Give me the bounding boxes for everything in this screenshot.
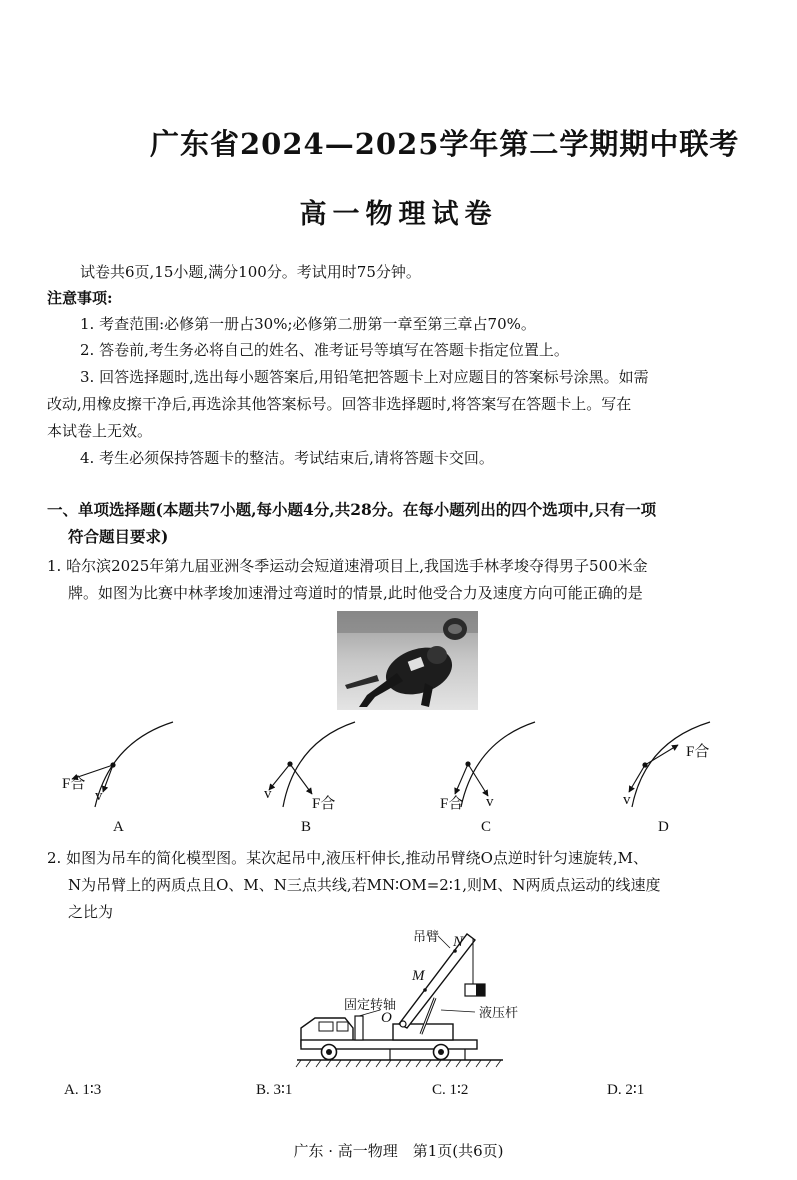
q1-c-velocity-label: v [486, 794, 494, 810]
q1-option-d[interactable]: D [658, 819, 669, 835]
hydraulic-rod-label: 液压杆 [479, 1006, 519, 1021]
notice-item-2: 2. 答卷前,考生务必将自己的姓名、准考证号等填写在答题卡指定位置上。 [80, 341, 569, 359]
notice-item-3-line2: 改动,用橡皮擦干净后,再选涂其他答案标号。回答非选择题时,将答案写在答题卡上。写在 [47, 395, 632, 413]
section-1-heading-line1: 一、单项选择题(本题共7小题,每小题4分,共28分。在每小题列出的四个选项中,只有一项 [47, 500, 657, 519]
notice-item-4: 4. 考生必须保持答题卡的整洁。考试结束后,请将答题卡交回。 [80, 449, 494, 467]
q1-b-velocity-label: v [264, 786, 272, 802]
exam-subtitle: 高一物理试卷 [299, 199, 498, 230]
notice-heading: 注意事项: [47, 289, 113, 307]
page-footer: 广东 · 高一物理 第1页(共6页) [293, 1142, 504, 1160]
point-m-label: M [412, 968, 425, 984]
notice-item-3-line1: 3. 回答选择题时,选出每小题答案后,用铅笔把答题卡上对应题目的答案标号涂黑。如需 [80, 368, 649, 386]
q1-diagram-d [629, 722, 710, 807]
q1-diagram-a [72, 722, 173, 807]
q1-diagram-c [455, 722, 535, 807]
intro-text: 试卷共6页,15小题,满分100分。考试用时75分钟。 [80, 263, 421, 281]
q2-text-line2: N为吊臂上的两质点且O、M、N三点共线,若MN∶OM=2∶1,则M、N两质点运动的线速度 [68, 876, 661, 894]
q1-d-force-label: F合 [686, 744, 710, 760]
fixed-axis-label: 固定转轴 [344, 998, 397, 1013]
q1-text-line2: 牌。如图为比赛中林孝埈加速滑过弯道时的情景,此时他受合力及速度方向可能正确的是 [68, 584, 643, 602]
q2-option-d[interactable]: D. 2∶1 [607, 1082, 645, 1098]
point-n-label: N [453, 934, 464, 950]
point-o-label: O [381, 1010, 392, 1026]
q2-text-line3: 之比为 [68, 903, 114, 921]
skater-photo [337, 611, 478, 710]
q1-option-c[interactable]: C [481, 819, 492, 835]
section-1-heading-line2: 符合题目要求) [68, 527, 169, 546]
q1-text-line1: 1. 哈尔滨2025年第九届亚洲冬季运动会短道速滑项目上,我国选手林孝埈夺得男子500米金 [47, 557, 648, 575]
q1-d-velocity-label: v [623, 792, 631, 808]
crane-figure [295, 924, 505, 1069]
q1-option-a[interactable]: A [113, 819, 124, 835]
crane-arm-label: 吊臂 [413, 930, 440, 945]
q1-a-velocity-label: v [95, 788, 103, 804]
exam-title: 广东省2024—2025学年第二学期期中联考 [150, 127, 740, 161]
q1-a-force-label: F合 [62, 776, 86, 792]
q1-option-b[interactable]: B [301, 819, 312, 835]
q1-c-force-label: F合 [440, 796, 464, 812]
q2-option-c[interactable]: C. 1∶2 [432, 1082, 469, 1098]
notice-item-3-line3: 本试卷上无效。 [47, 422, 153, 440]
q1-force-diagrams [50, 712, 750, 812]
q2-text-line1: 2. 如图为吊车的简化模型图。某次起吊中,液压杆伸长,推动吊臂绕O点逆时针匀速旋转,M、 [47, 849, 649, 867]
q2-option-a[interactable]: A. 1∶3 [64, 1082, 102, 1098]
q2-option-b[interactable]: B. 3∶1 [256, 1082, 293, 1098]
q1-b-force-label: F合 [312, 796, 336, 812]
notice-item-1: 1. 考查范围:必修第一册占30%;必修第二册第一章至第三章占70%。 [80, 315, 536, 333]
